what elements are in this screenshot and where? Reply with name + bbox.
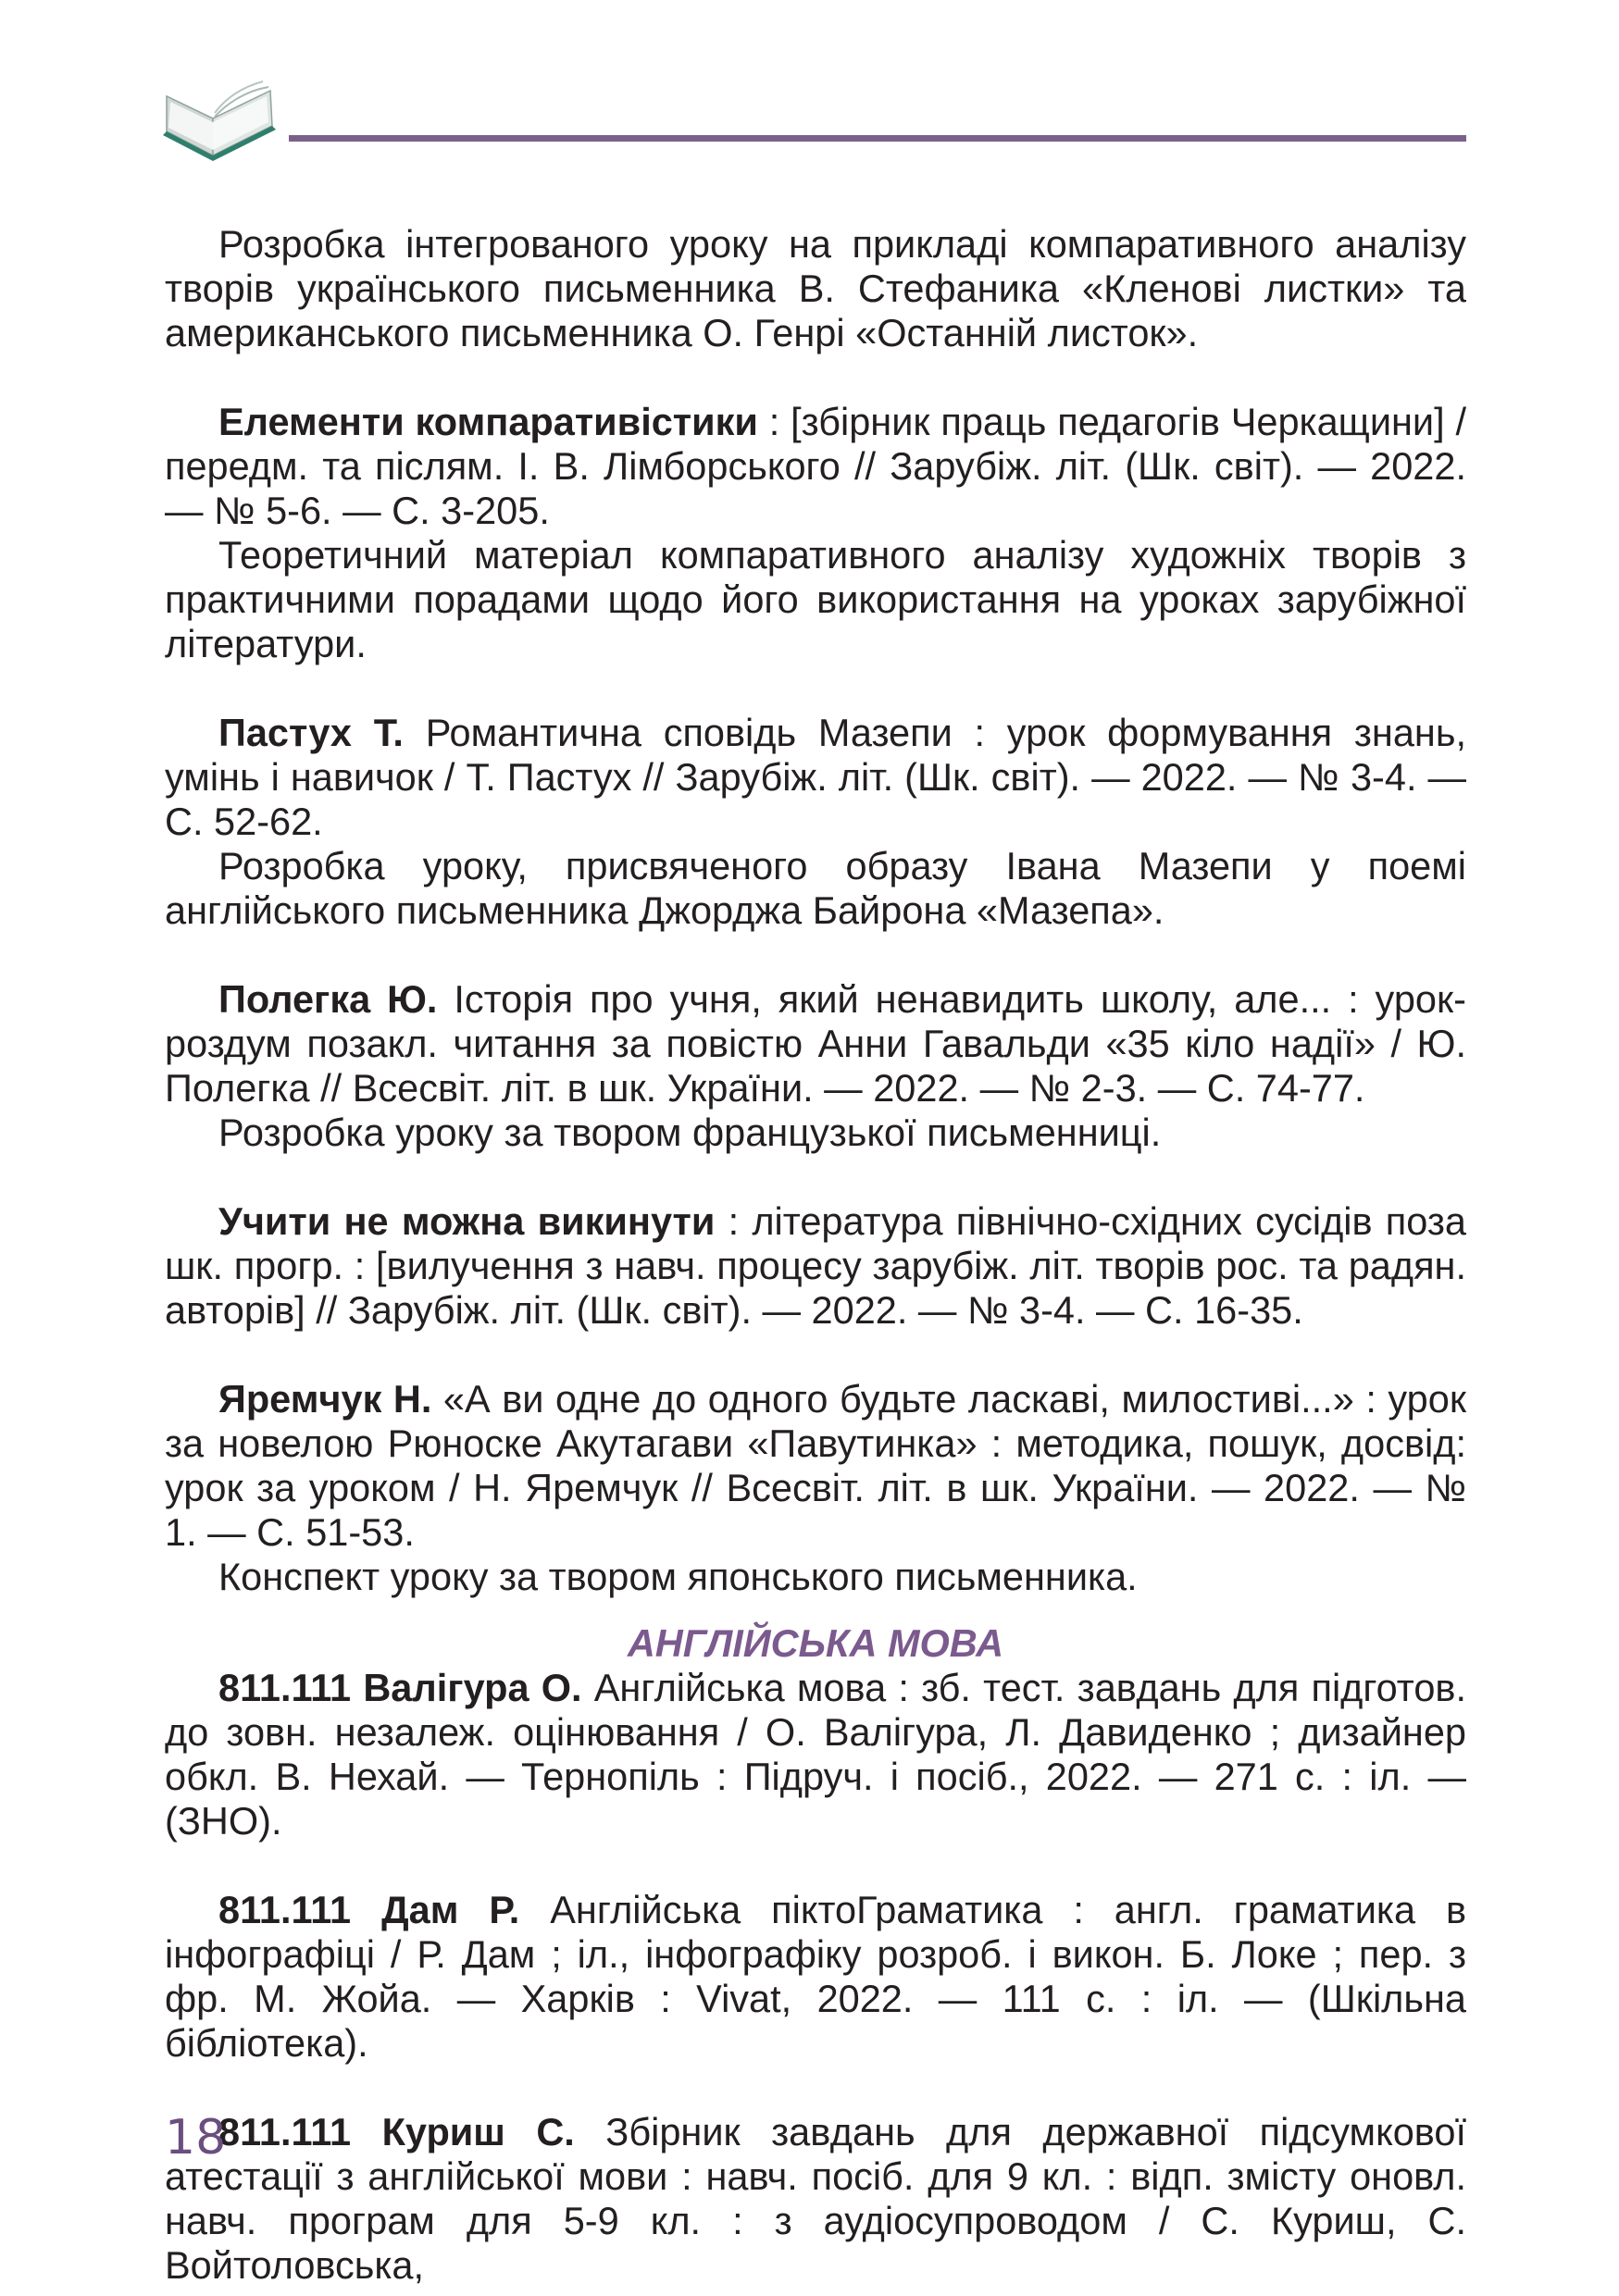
- bibliography-entry: [165, 1199, 1466, 1333]
- entry-citation: [165, 2110, 1466, 2288]
- entry-heading: 811.111 Дам Р.: [218, 1888, 520, 1931]
- page-number: 18: [165, 2110, 227, 2166]
- bibliography-entry: [165, 1377, 1466, 1599]
- entry-heading: Пастух Т.: [218, 711, 404, 754]
- bibliography-entry: [165, 711, 1466, 933]
- bibliography-entry: [165, 400, 1466, 666]
- catalog-entry: [165, 1666, 1466, 1843]
- header-rule: [289, 135, 1466, 142]
- entry-citation: [165, 1377, 1466, 1555]
- section-heading: АНГЛІЙСЬКА МОВА: [627, 1621, 1004, 1665]
- entry-reference: : література північно-східних сусідів поза шк. прогр. : [вилучення з навч. процесу зарубіж. літ. творів рос. та радян. авторів] // Зарубіж. літ. (Шк. світ). — 2022. — № 3-4. — С. 16-35.: [165, 1199, 1466, 1332]
- entry-annotation: Розробка уроку за твором французької письменниці.: [218, 1111, 1162, 1154]
- catalog-entry: [165, 2110, 1466, 2288]
- entry-citation: [165, 1666, 1466, 1843]
- entry-citation: [165, 1888, 1466, 2066]
- catalog-entry: [165, 1888, 1466, 2066]
- entry-annotation: Розробка інтегрованого уроку на прикладі компаративного аналізу творів українського письменника В. Стефаника «Кленові листки» та американського письменника О. Генрі «Останній листок».: [165, 222, 1466, 354]
- entry-reference: Романтична сповідь Мазепи : урок формування знань, умінь і навичок / Т. Пастух // Зарубіж. літ. (Шк. світ). — 2022. — № 3-4. — С. 52-62.: [165, 711, 1466, 843]
- entry-annotation: Теоретичний матеріал компаративного аналізу художніх творів з практичними порадами щодо його використання на уроках зарубіжної літератури.: [165, 533, 1466, 665]
- entry-heading: Учити не можна викинути: [218, 1199, 716, 1243]
- entry-heading: 811.111 Валігура О.: [218, 1666, 582, 1709]
- entry-reference: «А ви одне до одного будьте ласкаві, милостиві...» : урок за новелою Рюноске Акутагави «Павутинка» : методика, пошук, досвід: урок за уроком / Н. Яремчук // Всесвіт. літ. в шк. України. — 2022. — № 1. — С. 51-53.: [165, 1377, 1466, 1554]
- bibliography-entry: [165, 977, 1466, 1155]
- entry-reference: Англійська мова : зб. тест. завдань для підготов. до зовн. незалеж. оцінювання / О. Валігура, Л. Давиденко ; дизайнер обкл. В. Нехай. — Тернопіль : Підруч. і посіб., 2022. — 271 с. : іл. — (ЗНО).: [165, 1666, 1466, 1843]
- entry-citation: [165, 400, 1466, 533]
- open-book-icon: [159, 74, 280, 167]
- entry-annotation: Конспект уроку за твором японського письменника.: [218, 1555, 1138, 1598]
- entry-citation: [165, 711, 1466, 844]
- bibliography-list: [165, 222, 1466, 2288]
- entry-citation: [165, 1199, 1466, 1333]
- entry-reference: Англійська піктоГраматика : англ. граматика в інфографіці / Р. Дам ; іл., інфографіку розроб. і викон. Б. Локе ; пер. з фр. М. Жойа. — Харків : Vivat, 2022. — 111 с. : іл. — (Шкільна бібліотека).: [165, 1888, 1466, 2065]
- entry-heading: Яремчук Н.: [218, 1377, 432, 1421]
- entry-citation: [165, 977, 1466, 1111]
- entry-heading: 811.111 Куриш С.: [218, 2110, 575, 2153]
- bibliography-entry: [165, 222, 1466, 355]
- entry-annotation: Розробка уроку, присвяченого образу Івана Мазепи у поемі англійського письменника Джорджа Байрона «Мазепа».: [165, 844, 1466, 932]
- entry-heading: Елементи компаративістики: [218, 400, 758, 443]
- entry-reference: Історія про учня, який ненавидить школу, але... : урок-роздум позакл. читання за повістю Анни Гавальди «35 кіло надії» / Ю. Полегка // Всесвіт. літ. в шк. України. — 2022. — № 2-3. — С. 74-77.: [165, 977, 1466, 1110]
- entry-reference: : [збірник праць педагогів Черкащини] / передм. та післям. І. В. Лімборського // Зарубіж. літ. (Шк. світ). — 2022. — № 5-6. — С. 3-205.: [165, 400, 1466, 532]
- entry-reference: Збірник завдань для державної підсумкової атестації з англійської мови : навч. посіб. для 9 кл. : відп. змісту оновл. навч. програм для 5-9 кл. : з аудіосупроводом / С. Куриш, С. Войтоловська,: [165, 2110, 1466, 2287]
- entry-heading: Полегка Ю.: [218, 977, 438, 1021]
